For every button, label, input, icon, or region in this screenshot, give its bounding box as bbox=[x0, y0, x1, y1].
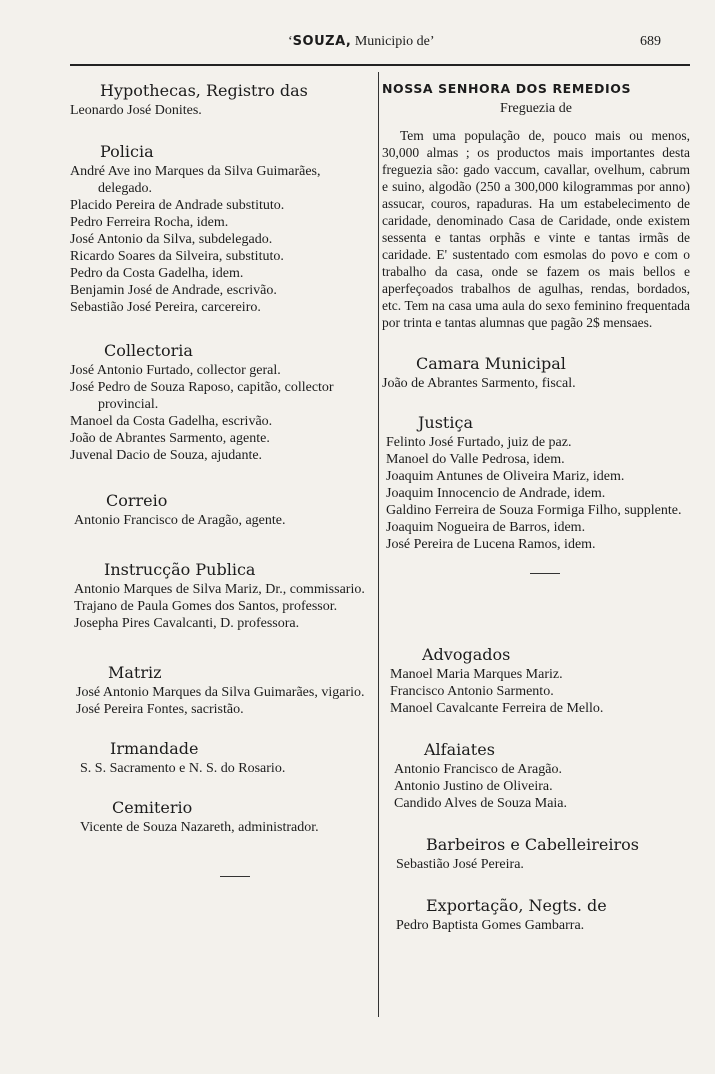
section-title: Justiça bbox=[418, 413, 473, 432]
list-item: Antonio Francisco de Aragão, agente. bbox=[74, 513, 286, 528]
parish-subtitle: Freguezia de bbox=[500, 101, 572, 116]
list-item: Benjamin José de Andrade, escrivão. bbox=[70, 283, 277, 298]
list-item: Antonio Marques de Silva Mariz, Dr., commissario. bbox=[74, 582, 365, 597]
column-divider bbox=[378, 72, 379, 1017]
list-item: Josepha Pires Cavalcanti, D. professora. bbox=[74, 616, 300, 631]
parish-description: Tem uma população de, pouco mais ou menos, 30,000 almas ; os productos mais importantes desta freguezia são: gado vaccum, cavallar, ovelhum, cabrum e suino, algodão (250 a 300,000 kilogrammas por anno) assucar, couros, rapaduras. Ha um estabelecimento de caridade, denominado Casa de Caridade, onde existem sessenta e tantas orphãs e vinte e tantas irmãs de caridade. E' sustentado com esmolas do povo e com o trabalho da casa, onde se fazem os mais bellos e aperfeçoados trabalhos de agulhas, rendas, bordados, etc. Tem na casa uma aula do sexo feminino frequentada por trinta e tantas alumnas que pagão 2$ mensaes. bbox=[382, 128, 690, 330]
list-item: Manoel da Costa Gadelha, escrivão. bbox=[70, 414, 273, 429]
page-number: 689 bbox=[640, 34, 661, 49]
section-title: Hypothecas, Registro das bbox=[100, 81, 308, 100]
section-collectoria bbox=[70, 340, 376, 464]
running-header bbox=[0, 34, 715, 56]
section-title: Irmandade bbox=[110, 739, 199, 758]
running-title: ‘SOUZA, Municipio de’ bbox=[288, 34, 435, 49]
list-item: Francisco Antonio Sarmento. bbox=[390, 684, 554, 699]
section-instruccao bbox=[70, 559, 376, 632]
section-title: Barbeiros e Cabelleireiros bbox=[426, 835, 639, 854]
section-justica bbox=[382, 412, 690, 553]
list-item: José Antonio Furtado, collector geral. bbox=[70, 363, 281, 378]
section-camara bbox=[382, 353, 690, 392]
list-item: Sebastião José Pereira, carcereiro. bbox=[70, 300, 261, 315]
list-item: Galdino Ferreira de Souza Formiga Filho, supplente. bbox=[386, 503, 682, 518]
list-item: José Pereira Fontes, sacristão. bbox=[76, 702, 244, 717]
header-rule bbox=[70, 64, 690, 66]
list-item: Manoel do Valle Pedrosa, idem. bbox=[386, 452, 565, 467]
list-item: Pedro da Costa Gadelha, idem. bbox=[70, 266, 244, 281]
list-item: Sebastião José Pereira. bbox=[396, 857, 524, 872]
section-correio bbox=[70, 490, 376, 529]
list-item: João de Abrantes Sarmento, fiscal. bbox=[382, 376, 576, 391]
list-item: Vicente de Souza Nazareth, administrador. bbox=[80, 820, 319, 835]
section-matriz bbox=[70, 662, 376, 718]
list-item: Ricardo Soares da Silveira, substituto. bbox=[70, 249, 284, 264]
list-item: Antonio Francisco de Aragão. bbox=[394, 762, 562, 777]
section-policia bbox=[70, 141, 376, 316]
list-item: José Antonio da Silva, subdelegado. bbox=[70, 232, 273, 247]
list-item: José Antonio Marques da Silva Guimarães, vigario. bbox=[76, 685, 365, 700]
list-item: Joaquim Innocencio de Andrade, idem. bbox=[386, 486, 606, 501]
list-item: Pedro Ferreira Rocha, idem. bbox=[70, 215, 229, 230]
section-title: Collectoria bbox=[104, 341, 193, 360]
section-title: Matriz bbox=[108, 663, 162, 682]
section-advogados bbox=[382, 644, 690, 717]
list-item: Trajano de Paula Gomes dos Santos, professor. bbox=[74, 599, 338, 614]
section-hypothecas bbox=[100, 80, 376, 102]
list-item: José Pedro de Souza Raposo, capitão, collector provincial. bbox=[70, 380, 334, 412]
list-item: Joaquim Antunes de Oliveira Mariz, idem. bbox=[386, 469, 625, 484]
section-title: Instrucção Publica bbox=[104, 560, 256, 579]
list-item: Candido Alves de Souza Maia. bbox=[394, 796, 568, 811]
list-item: Leonardo José Donites. bbox=[70, 103, 202, 118]
list-item: Manoel Cavalcante Ferreira de Mello. bbox=[390, 701, 604, 716]
section-end-dash bbox=[530, 573, 560, 574]
list-item: Placido Pereira de Andrade substituto. bbox=[70, 198, 285, 213]
section-title: Policia bbox=[100, 142, 154, 161]
list-item: Juvenal Dacio de Souza, ajudante. bbox=[70, 448, 263, 463]
section-end-dash bbox=[220, 876, 250, 877]
list-item: Antonio Justino de Oliveira. bbox=[394, 779, 553, 794]
list-item: João de Abrantes Sarmento, agente. bbox=[70, 431, 270, 446]
section-alfaiates bbox=[382, 739, 690, 812]
list-item: Felinto José Furtado, juiz de paz. bbox=[386, 435, 572, 450]
section-title: Exportação, Negts. de bbox=[426, 896, 607, 915]
list-item: S. S. Sacramento e N. S. do Rosario. bbox=[80, 761, 286, 776]
list-item: Joaquim Nogueira de Barros, idem. bbox=[386, 520, 586, 535]
list-item: André Ave ino Marques da Silva Guimarães, delegado. bbox=[70, 164, 321, 196]
left-column bbox=[70, 80, 376, 877]
section-title: Camara Municipal bbox=[416, 354, 566, 373]
section-title: Alfaiates bbox=[424, 740, 495, 759]
section-barbeiros bbox=[382, 834, 690, 873]
list-item: Manoel Maria Marques Mariz. bbox=[390, 667, 563, 682]
section-title: Advogados bbox=[422, 645, 511, 664]
section-irmandade bbox=[70, 738, 376, 777]
section-exportacao bbox=[382, 895, 690, 934]
section-title: Cemiterio bbox=[112, 798, 193, 817]
right-column bbox=[382, 80, 690, 934]
list-item: José Pereira de Lucena Ramos, idem. bbox=[386, 537, 596, 552]
list-item: Pedro Baptista Gomes Gambarra. bbox=[396, 918, 585, 933]
section-cemiterio bbox=[70, 797, 376, 836]
section-title: Correio bbox=[106, 491, 168, 510]
parish-title: NOSSA SENHORA DOS REMEDIOS bbox=[382, 81, 632, 96]
